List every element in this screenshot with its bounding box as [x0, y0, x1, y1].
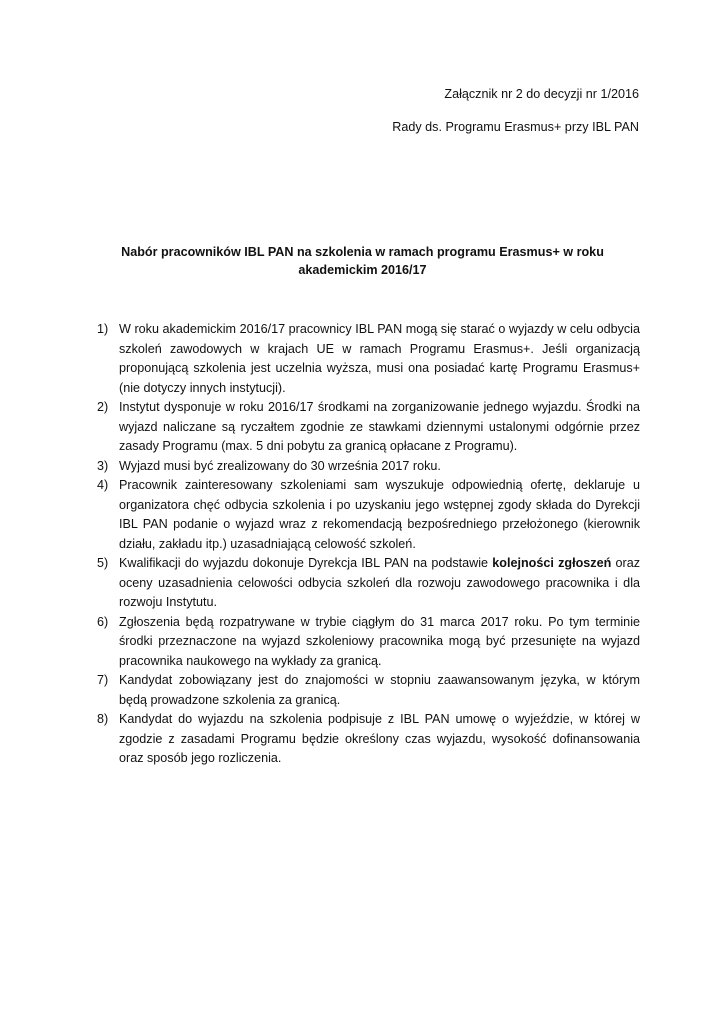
list-item: [90, 554, 640, 613]
list-item-text-start: Kwalifikacji do wyjazdu dokonuje Dyrekcja IBL PAN na podstawie: [119, 556, 493, 570]
list-item-text: Instytut dysponuje w roku 2016/17 środkami na zorganizowanie jednego wyjazdu. Środki na wyjazd naliczane są ryczałtem zgodnie ze stawkami dziennymi ustalonymi odgórnie przez zasady Programu (max. 5 dni pobytu za granicą opłacane z Programu).: [119, 400, 640, 453]
attachment-reference: Załącznik nr 2 do decyzji nr 1/2016: [444, 87, 639, 101]
list-item-text-end: oraz oceny uzasadnienia celowości odbycia szkoleń dla rozwoju zawodowego pracownika i dla rozwoju Instytutu.: [119, 556, 640, 609]
list-item-text: Kandydat zobowiązany jest do znajomości w stopniu zaawansowanym języka, w którym będą prowadzone szkolenia za granicą.: [119, 673, 640, 707]
list-item: [90, 671, 640, 710]
list-item-text: Zgłoszenia będą rozpatrywane w trybie ciągłym do 31 marca 2017 roku. Po tym terminie środki przeznaczone na wyjazd szkoleniowy pracownika mogą być przesunięte na wyjazd pracownika naukowego na wykłady za granicą.: [119, 614, 640, 668]
list-item-text: Kandydat do wyjazdu na szkolenia podpisuje z IBL PAN umowę o wyjeździe, w której w zgodzie z zasadami Programu będzie określony czas wyjazdu, wysokość dofinansowania oraz sposób jego rozliczenia.: [119, 712, 640, 765]
emphasized-text: kolejności zgłoszeń: [492, 556, 612, 570]
list-item-number: 7): [97, 673, 109, 687]
rules-list: [90, 320, 640, 769]
list-item-number: 5): [97, 556, 109, 570]
list-item-number: 4): [97, 478, 109, 492]
council-reference: Rady ds. Programu Erasmus+ przy IBL PAN: [392, 120, 639, 134]
list-item-number: 3): [97, 458, 109, 473]
list-item-number: 2): [97, 400, 109, 414]
list-item: [90, 457, 640, 477]
list-item-number: 6): [97, 614, 109, 629]
list-item-text: W roku akademickim 2016/17 pracownicy IBL PAN mogą się starać o wyjazdy w celu odbycia szkoleń zawodowych w krajach UE w ramach Programu Erasmus+. Jeśli organizacją proponującą szkolenia jest uczelnia wyższa, musi ona posiadać kartę Programu Erasmus+ (nie dotyczy innych instytucji).: [119, 322, 640, 395]
list-item-number: 8): [97, 712, 109, 726]
list-item-number: 1): [97, 322, 109, 336]
list-item: [90, 710, 640, 769]
list-item: [90, 613, 640, 672]
document-title: Nabór pracowników IBL PAN na szkolenia w ramach programu Erasmus+ w roku akademickim 2016/17: [121, 245, 604, 277]
list-item-text: Pracownik zainteresowany szkoleniami sam wyszukuje odpowiednią ofertę, deklaruje u organizatora chęć odbycia szkolenia i po uzyskaniu jego wstępnej zgody składa do Dyrekcji IBL PAN podanie o wyjazd wraz z rekomendacją bezpośredniego przełożonego (kierownik działu, zakładu itp.) uzasadniającą celowość szkoleń.: [119, 478, 640, 551]
list-item: [90, 320, 640, 398]
list-item: [90, 398, 640, 457]
list-item: [90, 476, 640, 554]
list-item-text: [119, 556, 640, 609]
list-item-text: Wyjazd musi być zrealizowany do 30 września 2017 roku.: [119, 458, 441, 473]
